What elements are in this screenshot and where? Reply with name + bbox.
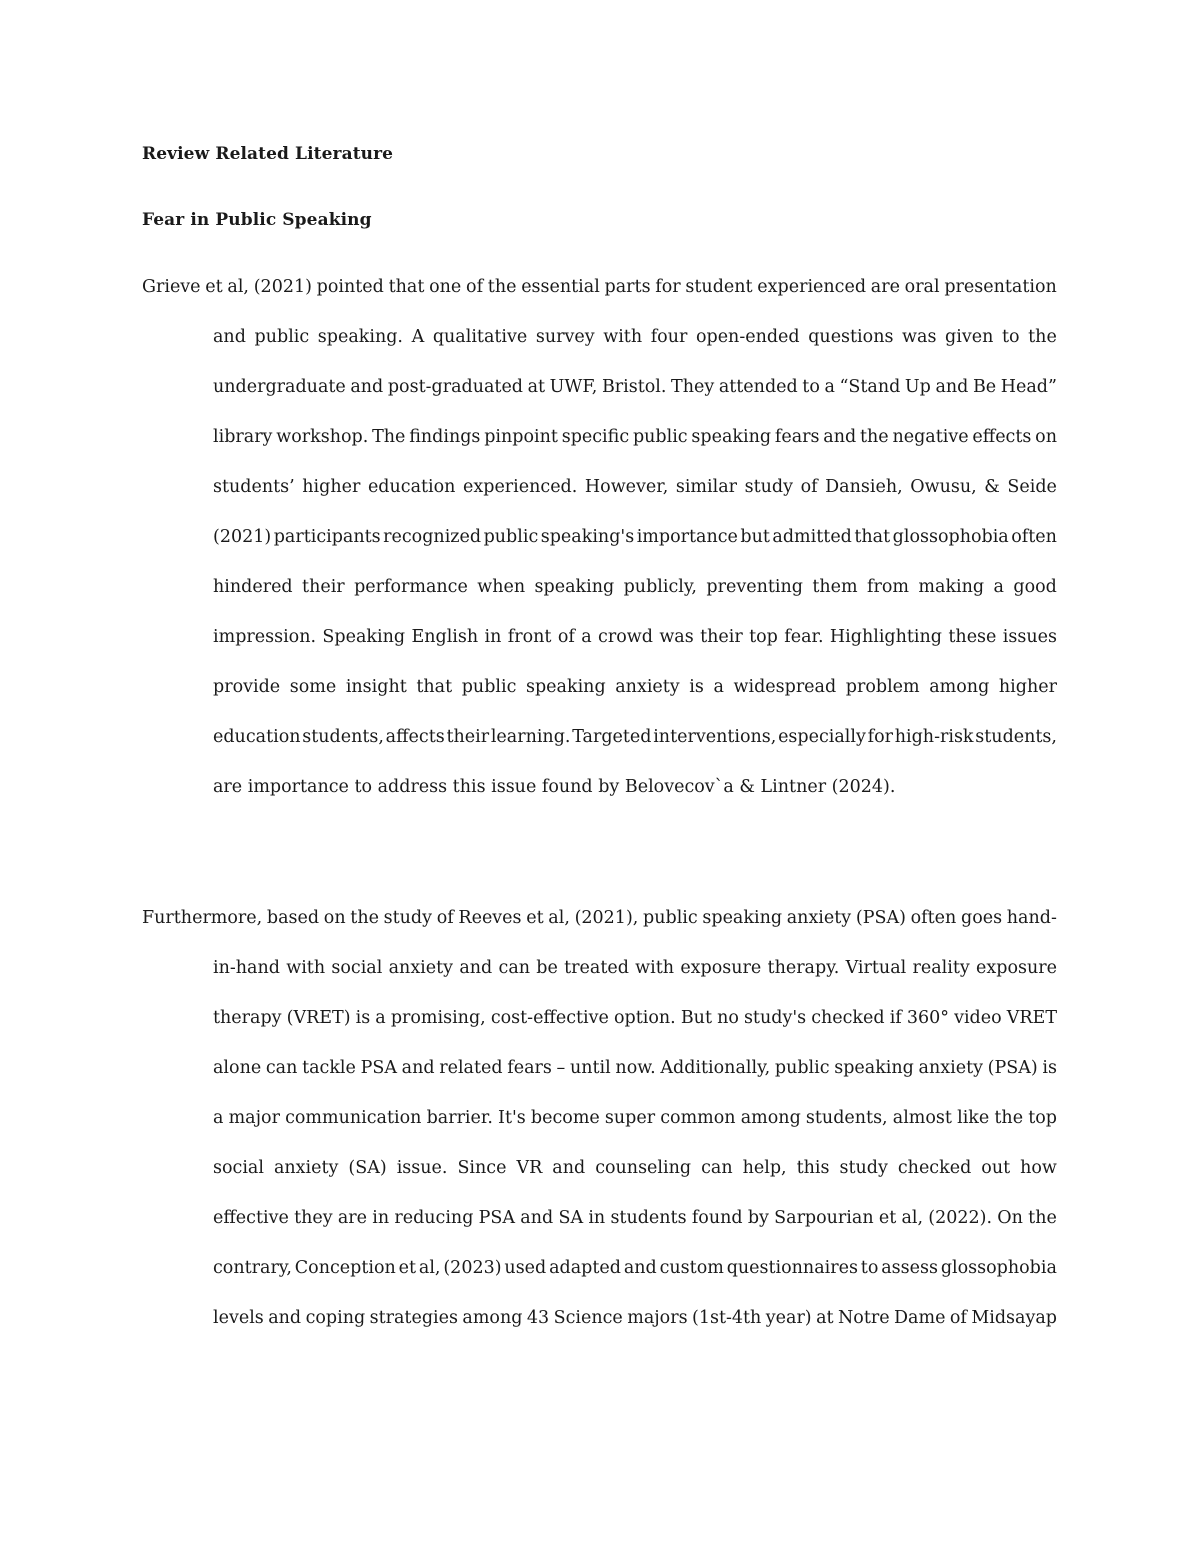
document-title: Review Related Literature	[142, 144, 394, 164]
paragraph-line: therapy (VRET) is a promising, cost-effective option. But no study's checked if 360° video VRET	[213, 1008, 1057, 1028]
paragraph-line: students’ higher education experienced. However, similar study of Dansieh, Owusu, & Seide	[213, 477, 1057, 497]
paragraph-line: Furthermore, based on the study of Reeves et al, (2021), public speaking anxiety (PSA) often goes hand-	[142, 908, 1057, 928]
section-heading: Fear in Public Speaking	[142, 210, 372, 230]
paragraph-line: are importance to address this issue found by Belovecov`a & Lintner (2024).	[213, 777, 896, 797]
paragraph-line: library workshop. The findings pinpoint specific public speaking fears and the negative effects on	[213, 427, 1057, 447]
paragraph-line: (2021) participants recognized public speaking's importance but admitted that glossophobia often	[213, 527, 1057, 547]
paragraph-line: a major communication barrier. It's become super common among students, almost like the top	[213, 1108, 1057, 1128]
paragraph-line: effective they are in reducing PSA and SA in students found by Sarpourian et al, (2022). On the	[213, 1208, 1057, 1228]
paragraph-1	[142, 262, 1057, 812]
paragraph-line: hindered their performance when speaking publicly, preventing them from making a good	[213, 577, 1057, 597]
paragraph-line: and public speaking. A qualitative survey with four open-ended questions was given to the	[213, 327, 1057, 347]
paragraph-line: Grieve et al, (2021) pointed that one of the essential parts for student experienced are oral presentation	[142, 277, 1057, 297]
paragraph-line: in-hand with social anxiety and can be treated with exposure therapy. Virtual reality exposure	[213, 958, 1057, 978]
paragraph-line: levels and coping strategies among 43 Science majors (1st-4th year) at Notre Dame of Midsayap	[213, 1308, 1057, 1328]
paragraph-line: education students, affects their learning. Targeted interventions, especially for high-risk students,	[213, 727, 1057, 747]
paragraph-line: provide some insight that public speaking anxiety is a widespread problem among higher	[213, 677, 1057, 697]
paragraph-line: undergraduate and post-graduated at UWF, Bristol. They attended to a “Stand Up and Be Head”	[213, 377, 1057, 397]
paragraph-line: impression. Speaking English in front of a crowd was their top fear. Highlighting these issues	[213, 627, 1057, 647]
paragraph-line: contrary, Conception et al, (2023) used adapted and custom questionnaires to assess glossophobia	[213, 1258, 1057, 1278]
paragraph-line: social anxiety (SA) issue. Since VR and counseling can help, this study checked out how	[213, 1158, 1057, 1178]
paragraph-line: alone can tackle PSA and related fears – until now. Additionally, public speaking anxiety (PSA) is	[213, 1058, 1057, 1078]
paragraph-2	[142, 893, 1057, 1343]
